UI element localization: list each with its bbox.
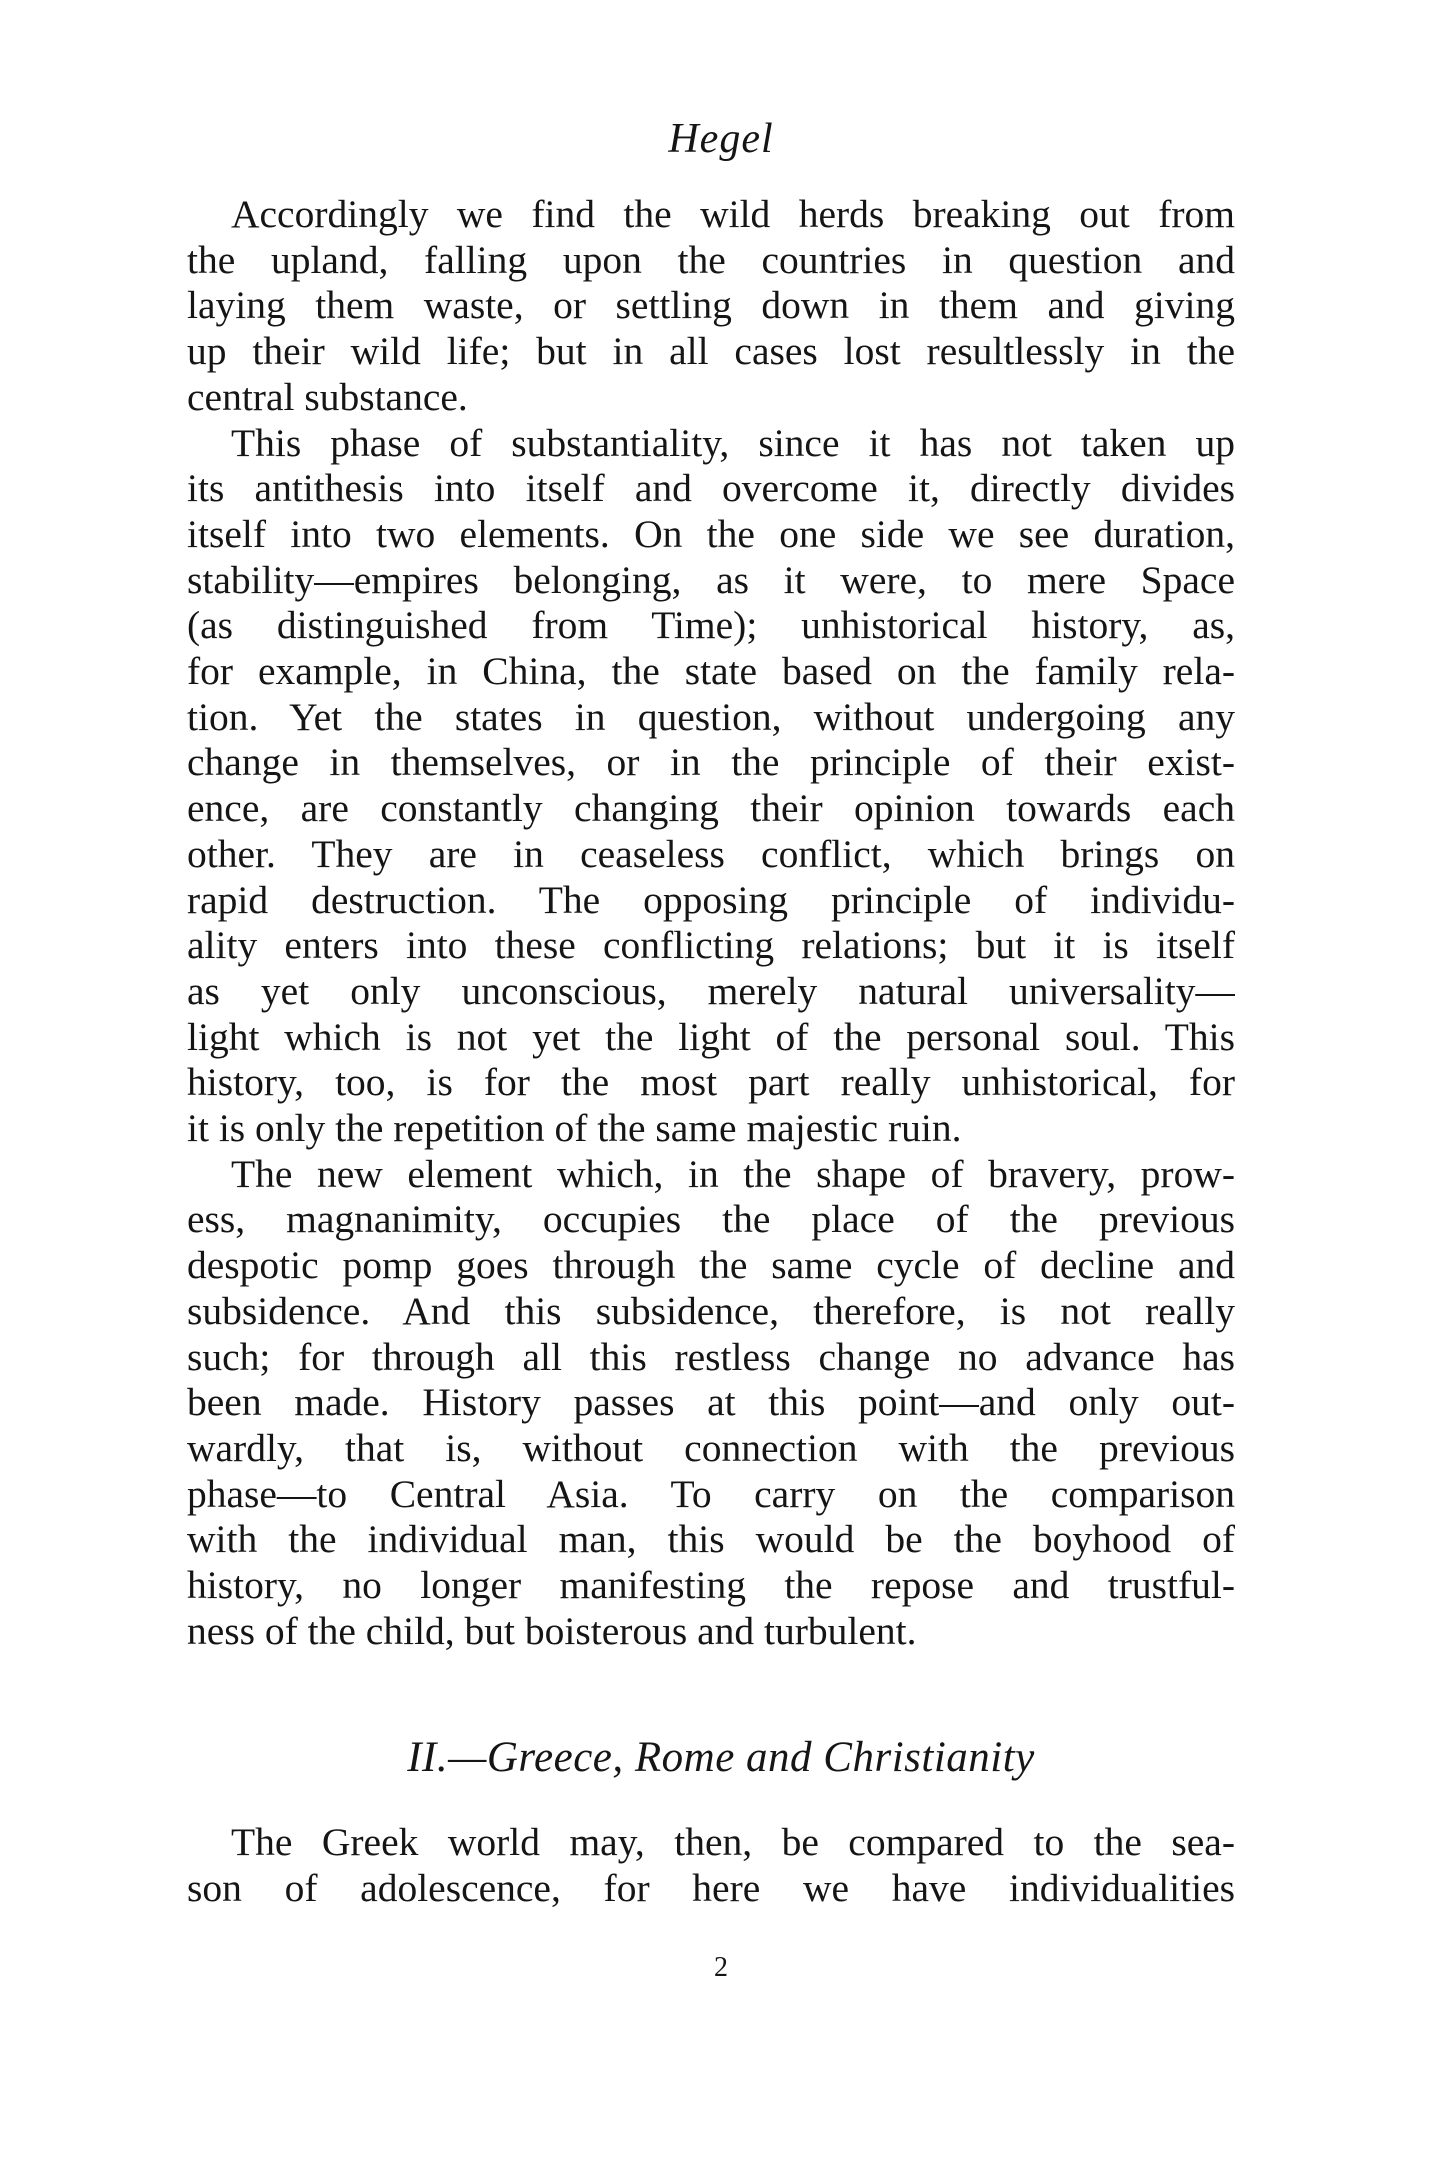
body-text [187,192,1235,1655]
text-line: central substance. [187,374,468,419]
text-line: the upland, falling upon the countries in question and [187,237,1235,282]
tail-text [187,1820,1235,1911]
text-line: itself into two elements. On the one side we see duration, [187,511,1235,556]
paragraph-3 [187,1152,1235,1655]
text-line: subsidence. And this subsidence, therefore, is not really [187,1288,1235,1333]
text-line: been made. History passes at this point—and only out- [187,1380,1235,1425]
text-line: it is only the repetition of the same majestic ruin. [187,1106,962,1151]
text-line: as yet only unconscious, merely natural universality— [187,968,1235,1013]
paragraph-1 [187,192,1235,421]
text-line: The new element which, in the shape of bravery, prow- [231,1151,1235,1196]
text-line: son of adolescence, for here we have individualities [187,1865,1235,1910]
text-line: history, too, is for the most part really unhistorical, for [187,1060,1235,1105]
text-line: ality enters into these conflicting relations; but it is itself [187,923,1235,968]
text-line: ess, magnanimity, occupies the place of the previous [187,1197,1235,1242]
text-line: up their wild life; but in all cases lost resultlessly in the [187,329,1235,374]
text-line: laying them waste, or settling down in them and giving [187,283,1235,328]
page-number: 2 [714,1952,728,1983]
text-line: phase—to Central Asia. To carry on the comparison [187,1471,1235,1516]
text-line: ness of the child, but boisterous and turbulent. [187,1608,917,1653]
text-line: with the individual man, this would be the boyhood of [187,1517,1235,1562]
section-heading: II.—Greece, Rome and Christianity [407,1734,1035,1781]
text-line: The Greek world may, then, be compared to the sea- [231,1820,1235,1864]
text-line: history, no longer manifesting the repose and trustful- [187,1563,1235,1608]
text-line: change in themselves, or in the principle of their exist- [187,740,1235,785]
text-line: despotic pomp goes through the same cycle of decline and [187,1243,1235,1288]
text-line: such; for through all this restless change no advance has [187,1334,1235,1379]
text-line: rapid destruction. The opposing principle of individu- [187,877,1235,922]
text-line: ence, are constantly changing their opinion towards each [187,786,1235,831]
text-line: for example, in China, the state based on the family rela- [187,649,1235,694]
text-line: wardly, that is, without connection with the previous [187,1425,1235,1470]
paragraph-2 [187,421,1235,1152]
text-line: tion. Yet the states in question, without undergoing any [187,694,1235,739]
text-line: Accordingly we find the wild herds breaking out from [231,192,1235,236]
text-line: its antithesis into itself and overcome it, directly divides [187,466,1235,511]
text-line: This phase of substantiality, since it has not taken up [231,420,1235,465]
running-head: Hegel [668,116,774,162]
text-line: stability—empires belonging, as it were, to mere Space [187,557,1235,602]
text-line: (as distinguished from Time); unhistorical history, as, [187,603,1235,648]
text-line: light which is not yet the light of the personal soul. This [187,1014,1235,1059]
text-line: other. They are in ceaseless conflict, which brings on [187,831,1235,876]
paragraph-4 [187,1820,1235,1911]
